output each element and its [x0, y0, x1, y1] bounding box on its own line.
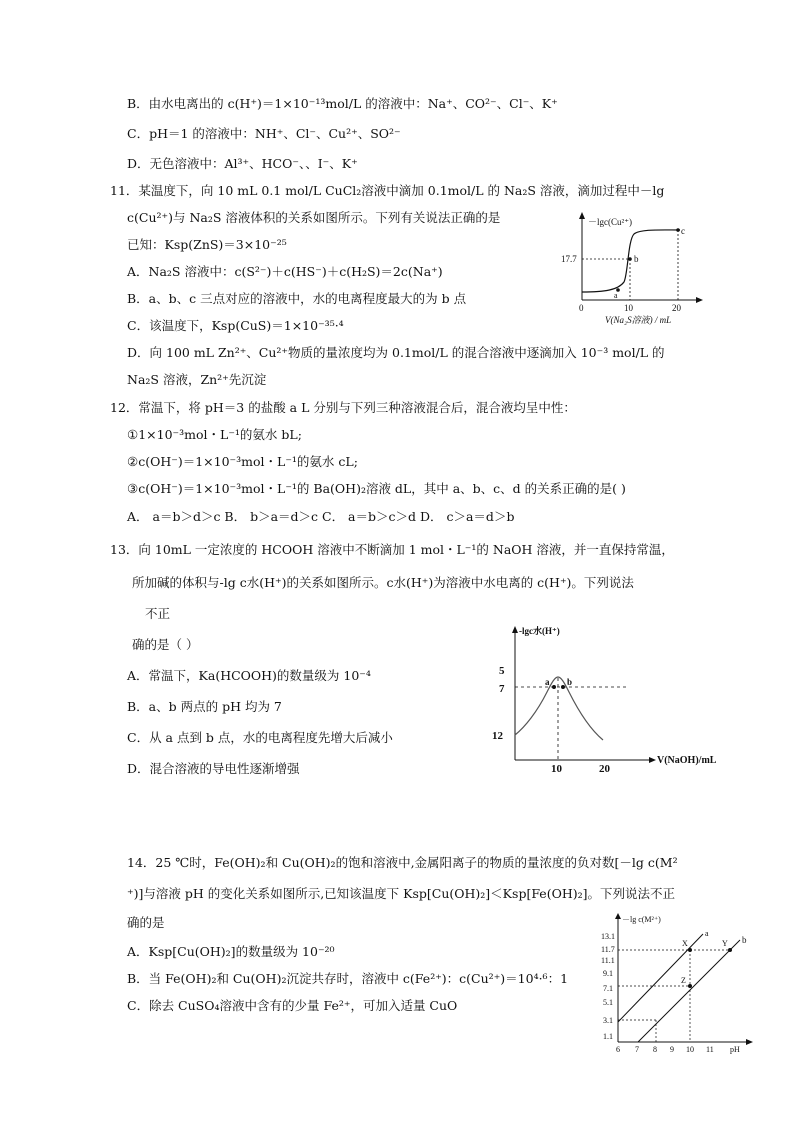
q13-option-d: D．混合溶液的导电性逐渐增强: [127, 761, 300, 776]
q13-label-b: b: [567, 677, 573, 687]
q14-label-x: X: [682, 939, 688, 948]
figure-q14: [600, 912, 760, 1057]
q11-known: 已知：Ksp(ZnS)＝3×10⁻²⁵: [127, 237, 287, 252]
q14-stem-2: ⁺)]与溶液 pH 的变化关系如图所示,已知该温度下 Ksp[Cu(OH)₂]＜Ksp[Fe(OH)₂]。下列说法不正: [127, 886, 675, 901]
q13-stem-4: 确的是（ ）: [132, 637, 199, 652]
q13-stem-2: 所加碱的体积与-lg c水(H⁺)的关系如图所示。c水(H⁺)为溶液中水电离的 c(H⁺)。下列说法: [132, 575, 634, 590]
q14-xtick-9: 9: [670, 1045, 674, 1054]
q14-ytick-13.1: 13.1: [601, 932, 615, 941]
q11-option-b: B．a、b、c 三点对应的溶液中，水的电离程度最大的为 b 点: [127, 291, 467, 306]
q11-label-a: a: [614, 291, 618, 300]
q11-label-b: b: [634, 254, 639, 264]
q13-xtick-20: 20: [599, 763, 610, 775]
q14-stem-1: 14．25 ℃时，Fe(OH)₂和 Cu(OH)₂的饱和溶液中,金属阳离子的物质的量浓度的负对数[－lg c(M²: [127, 855, 678, 870]
q14-point-x: [688, 948, 692, 952]
q13-point-a: [552, 685, 556, 689]
q14-xtick-11: 11: [706, 1045, 714, 1054]
q13-stem-3: 不正: [145, 606, 171, 621]
q12-item-3: ③c(OH⁻)＝1×10⁻³mol・L⁻¹的 Ba(OH)₂溶液 dL，其中 a、b、c、d 的关系正确的是( ): [127, 481, 626, 496]
q12-options: A． a＝b＞d＞c B． b＞a＝d＞c C． a＝b＞c＞d D． c＞a＝d＞b: [127, 509, 515, 524]
q14-xtick-8: 8: [653, 1045, 657, 1054]
q14-ytick-5.1: 5.1: [603, 998, 613, 1007]
q13-xtick-10: 10: [551, 763, 562, 775]
q11-ylabel: －lgc(Cu²⁺): [588, 217, 632, 227]
q11-option-c: C．该温度下，Ksp(CuS)＝1×10⁻³⁵·⁴: [127, 318, 344, 333]
q12-stem: 12．常温下，将 pH＝3 的盐酸 a L 分别与下列三种溶液混合后，混合液均呈中性：: [110, 400, 576, 415]
q13-option-b: B．a、b 两点的 pH 均为 7: [127, 699, 282, 714]
q13-ylabel: -lgc水(H⁺): [519, 626, 560, 636]
q13-stem-1: 13．向 10mL 一定浓度的 HCOOH 溶液中不断滴加 1 mol・L⁻¹的 NaOH 溶液，并一直保持常温，: [110, 542, 674, 557]
q14-xtick-7: 7: [635, 1045, 639, 1054]
q14-xlabel: pH: [730, 1045, 740, 1054]
q13-y-arrow: [512, 626, 518, 633]
q13-x-arrow: [649, 757, 656, 763]
q12-item-2: ②c(OH⁻)＝1×10⁻³mol・L⁻¹的氨水 cL;: [127, 454, 358, 469]
q14-ytick-1.1: 1.1: [603, 1032, 613, 1041]
q14-option-c: C．除去 CuSO₄溶液中含有的少量 Fe²⁺，可加入适量 CuO: [127, 998, 458, 1013]
q14-x-arrow: [746, 1039, 753, 1045]
q11-xlabel: V(Na₂S溶液) / mL: [605, 315, 672, 325]
q13-xlabel: V(NaOH)/mL: [657, 755, 717, 766]
q14-label-a: a: [705, 929, 709, 938]
q14-ylabel: －lg c(M²⁺): [622, 915, 661, 924]
q14-ytick-3.1: 3.1: [603, 1016, 613, 1025]
q13-label-a: a: [545, 677, 550, 687]
q11-point-c: [676, 228, 680, 232]
q11-xtick-10: 10: [624, 303, 633, 313]
q12-item-1: ①1×10⁻³mol・L⁻¹的氨水 bL;: [127, 427, 302, 442]
figure-q13: [492, 622, 760, 775]
q14-ytick-7.1: 7.1: [603, 984, 613, 993]
q11-xtick-20: 20: [672, 303, 681, 313]
q11-label-c: c: [681, 226, 685, 236]
q11-x-arrow: [696, 297, 703, 303]
q14-point-y: [728, 948, 732, 952]
q11-stem-1: 11．某温度下，向 10 mL 0.1 mol/L CuCl₂溶液中滴加 0.1mol/L 的 Na₂S 溶液，滴加过程中－lg: [110, 183, 665, 198]
q11-curve: [582, 230, 680, 292]
q11-point-b: [628, 257, 632, 261]
q14-option-b: B．当 Fe(OH)₂和 Cu(OH)₂沉淀共存时，溶液中 c(Fe²⁺)：c(Cu²⁺)＝10⁴·⁶：1: [127, 971, 569, 986]
q11-option-d-2: Na₂S 溶液，Zn²⁺先沉淀: [127, 372, 267, 387]
q10-option-d: D．无色溶液中：Al³⁺、HCO⁻、、I⁻、K⁺: [127, 156, 358, 171]
q14-label-b: b: [742, 935, 747, 945]
q14-stem-3: 确的是: [127, 915, 165, 930]
q13-option-a: A．常温下，Ka(HCOOH)的数量级为 10⁻⁴: [127, 668, 371, 683]
q11-option-a: A．Na₂S 溶液中：c(S²⁻)＋c(HS⁻)＋c(H₂S)＝2c(Na⁺): [127, 264, 443, 279]
q14-label-y: Y: [722, 939, 728, 948]
q14-ytick-11.1: 11.1: [601, 956, 615, 965]
q11-ytick: 17.7: [561, 254, 577, 264]
q14-point-z: [688, 984, 692, 988]
q14-y-arrow: [615, 913, 621, 919]
q14-ytick-9.1: 9.1: [603, 969, 613, 978]
q10-option-b: B．由水电离出的 c(H⁺)＝1×10⁻¹³mol/L 的溶液中：Na⁺、CO²⁻、Cl⁻、K⁺: [127, 96, 558, 111]
q10-option-c: C．pH＝1 的溶液中：NH⁺、Cl⁻、Cu²⁺、SO²⁻: [127, 126, 401, 141]
q13-ytick-7: 7: [499, 683, 505, 695]
q14-xtick-10: 10: [686, 1045, 694, 1054]
q11-stem-2: c(Cu²⁺)与 Na₂S 溶液体积的关系如图所示。下列有关说法正确的是: [127, 210, 501, 225]
q13-option-c: C．从 a 点到 b 点，水的电离程度先增大后减小: [127, 730, 393, 745]
q13-curve: [515, 677, 603, 740]
q14-option-a: A．Ksp[Cu(OH)₂]的数量级为 10⁻²⁰: [127, 944, 335, 959]
q14-line-b: [638, 940, 740, 1042]
q13-point-b: [561, 685, 565, 689]
figure-q11: [560, 210, 720, 330]
q13-ytick-5: 5: [499, 665, 505, 677]
q11-y-arrow: [579, 212, 585, 219]
q14-xtick-6: 6: [616, 1045, 620, 1054]
q13-ytick-12: 12: [492, 730, 503, 742]
q11-xtick-0: 0: [579, 303, 584, 313]
q14-label-z: Z: [681, 976, 686, 985]
q11-option-d-1: D．向 100 mL Zn²⁺、Cu²⁺物质的量浓度均为 0.1mol/L 的混合溶液中逐滴加入 10⁻³ mol/L 的: [127, 345, 665, 360]
q14-ytick-11.7: 11.7: [601, 945, 615, 954]
